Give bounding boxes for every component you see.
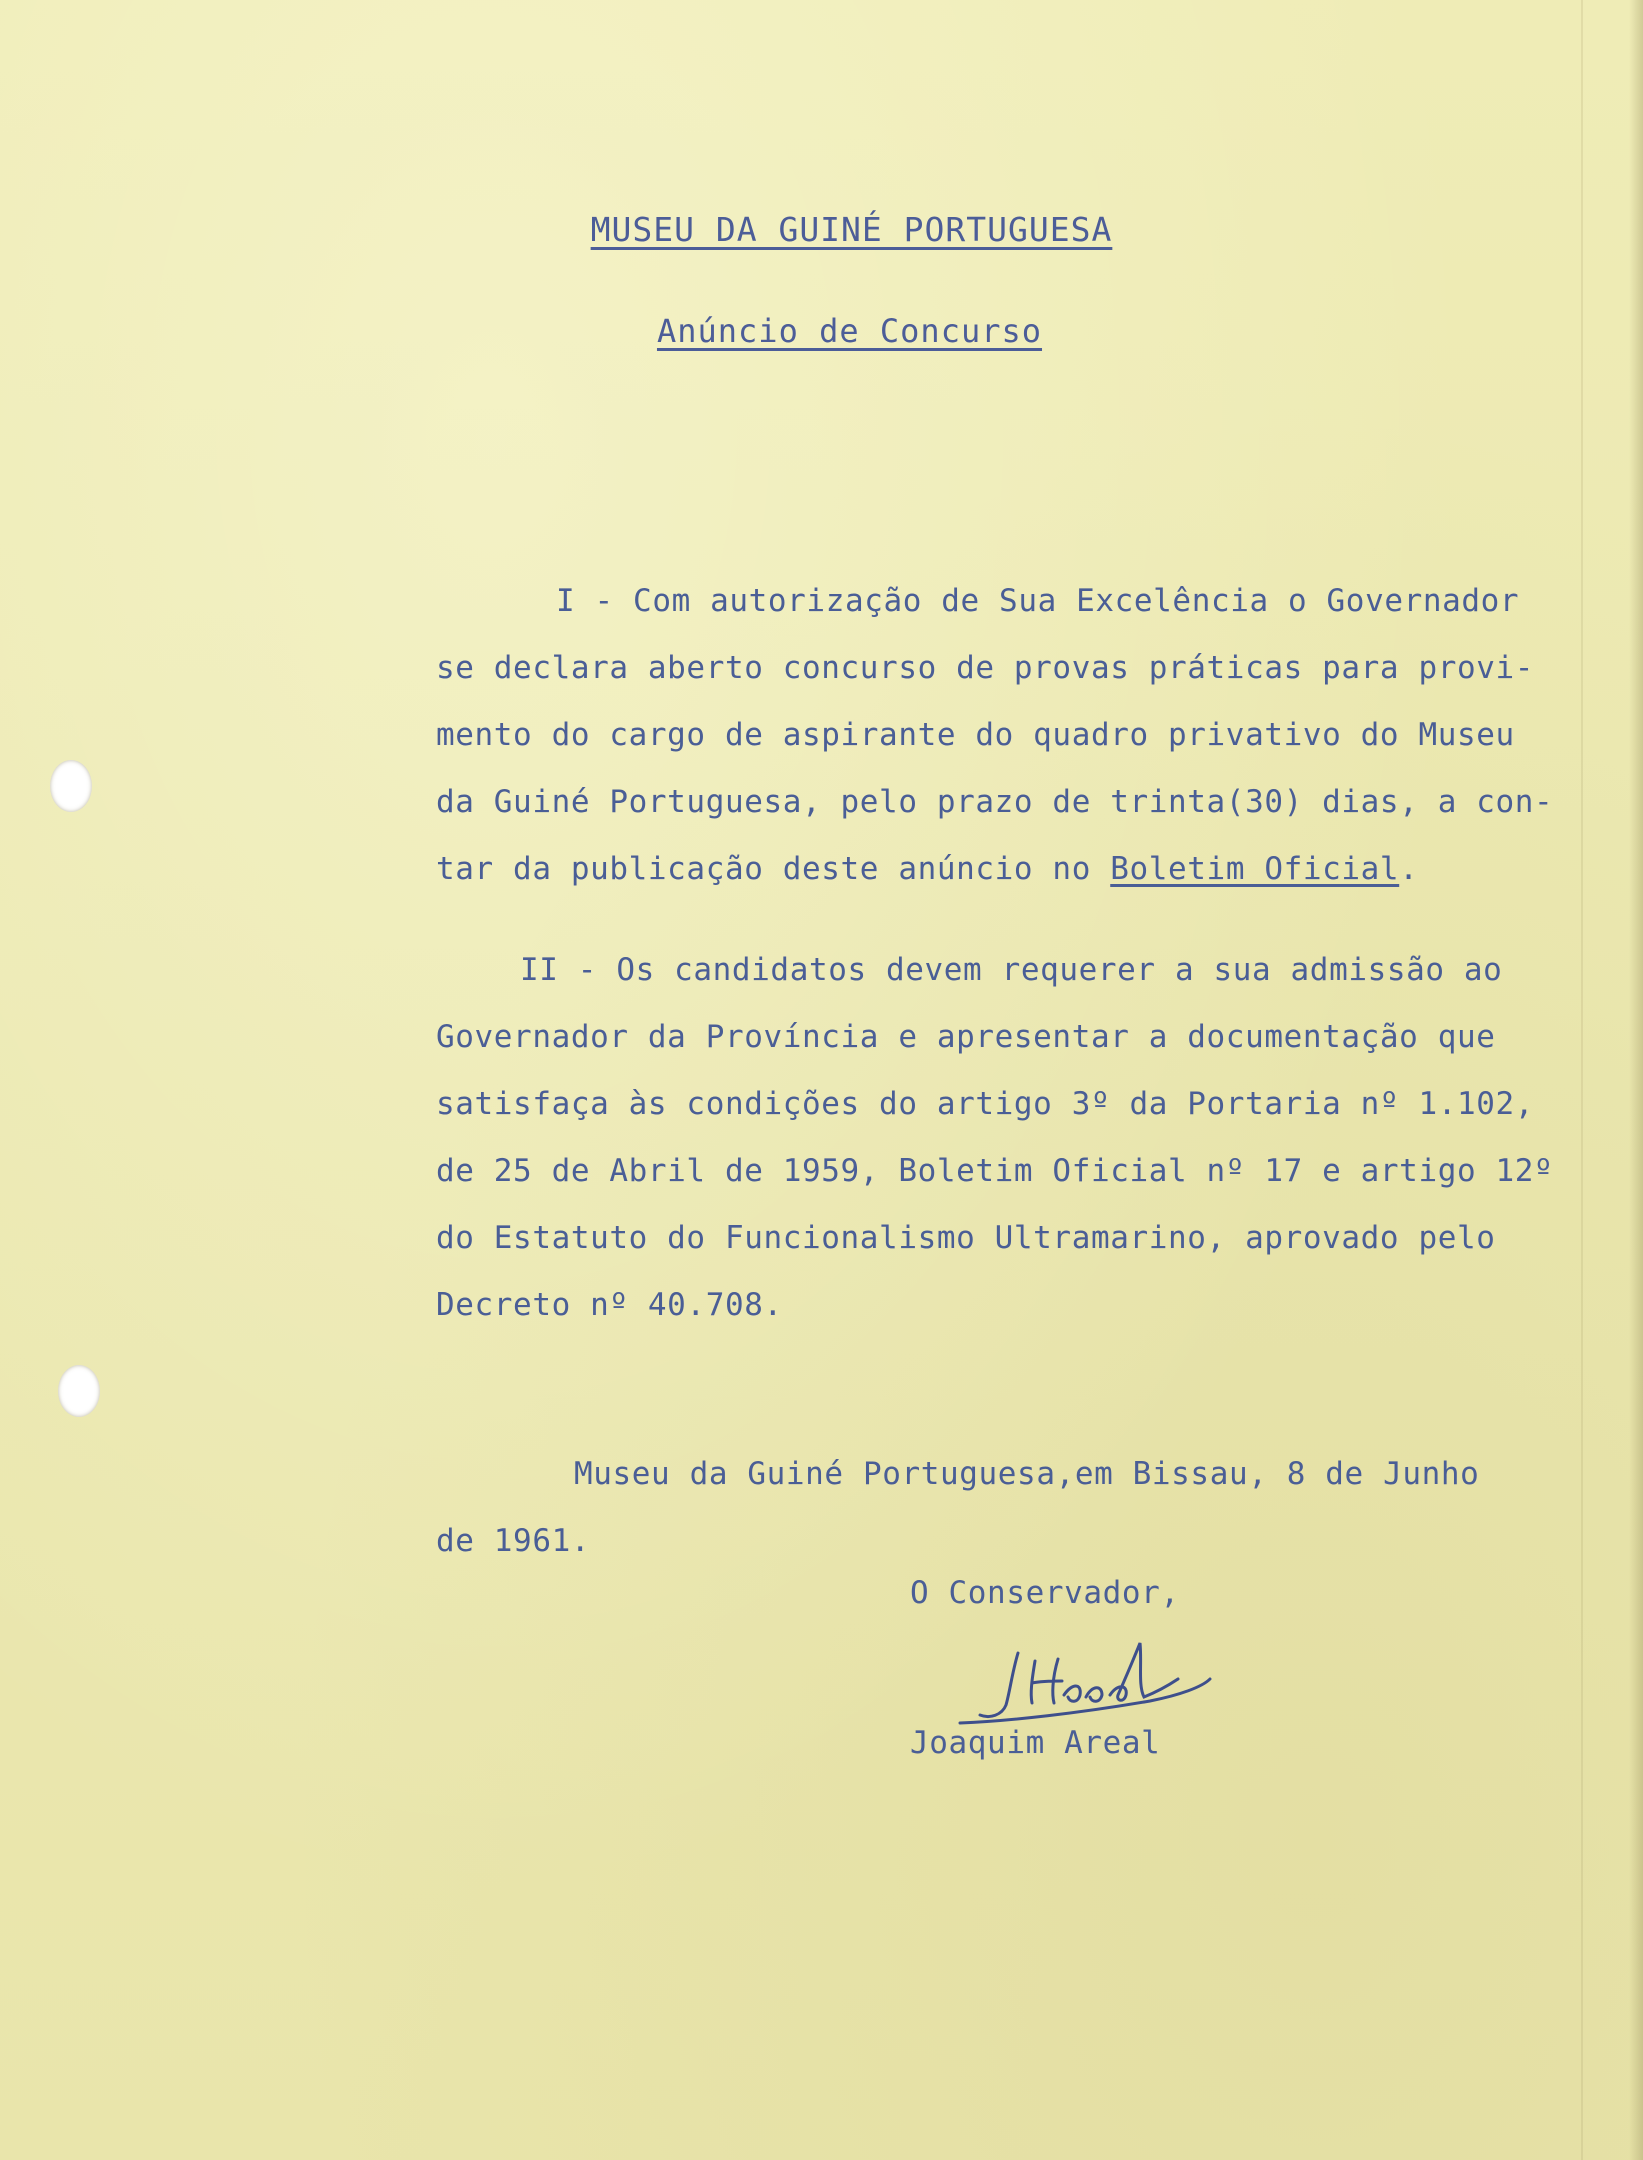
section-one-line-5-start: tar da publicação deste anúncio no [436, 851, 1111, 887]
section-two [436, 937, 1596, 1339]
section-two-line-2: Governador da Província e apresentar a documentação que [436, 1019, 1496, 1055]
signatory-name: Joaquim Areal [910, 1725, 1161, 1761]
punch-hole-bottom [58, 1365, 100, 1417]
closing-line-2: de 1961. [436, 1523, 591, 1559]
signatory-role: O Conservador, [910, 1575, 1180, 1611]
section-two-line-1: II - Os candidatos devem requerer a sua admissão ao [520, 952, 1503, 988]
section-two-line-4: de 25 de Abril de 1959, Boletim Oficial nº 17 e artigo 12º [436, 1153, 1554, 1189]
section-two-line-5: do Estatuto do Funcionalismo Ultramarino, aprovado pelo [436, 1220, 1496, 1256]
section-one-line-1: I - Com autorização de Sua Excelência o Governador [556, 583, 1520, 619]
section-one-line-4: da Guiné Portuguesa, pelo prazo de trinta(30) dias, a con- [436, 784, 1554, 820]
document-subheading: Anúncio de Concurso [656, 312, 1043, 350]
section-one-line-5-end: . [1399, 851, 1419, 887]
section-one-line-2: se declara aberto concurso de provas práticas para provi- [436, 650, 1535, 686]
closing-line-1: Museu da Guiné Portuguesa,em Bissau, 8 de Junho [574, 1456, 1480, 1492]
punch-hole-top [50, 760, 92, 812]
handwritten-signature [940, 1623, 1240, 1733]
document-heading: MUSEU DA GUINÉ PORTUGUESA [590, 210, 1113, 249]
boletim-oficial-reference: Boletim Oficial [1110, 851, 1400, 887]
section-two-line-3: satisfaça às condições do artigo 3º da Portaria nº 1.102, [436, 1086, 1535, 1122]
section-two-line-6: Decreto nº 40.708. [436, 1287, 783, 1323]
section-one-line-3: mento do cargo de aspirante do quadro privativo do Museu [436, 717, 1515, 753]
section-one [436, 568, 1596, 903]
closing-place-date [436, 1441, 1596, 1575]
section-one-line-5 [436, 836, 1596, 903]
